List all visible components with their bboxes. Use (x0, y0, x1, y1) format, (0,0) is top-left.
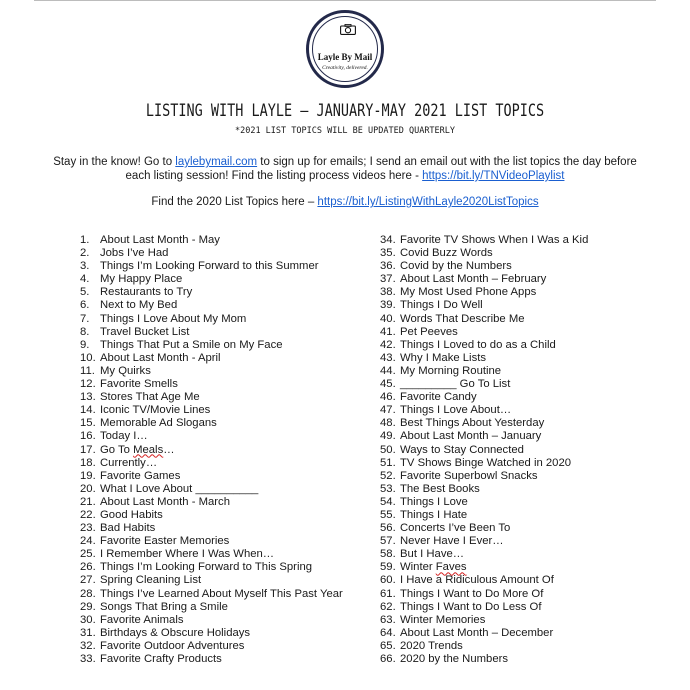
camera-icon (340, 24, 356, 35)
list-item-label: Things I Do Well (400, 299, 483, 312)
list-item (80, 653, 370, 666)
list-item (80, 444, 370, 457)
list-item-label: Jobs I’ve Had (100, 247, 169, 260)
list-item-number: 19. (80, 469, 96, 482)
list-item-number: 41. (380, 325, 396, 338)
list-item-label: About Last Month - May (100, 234, 220, 246)
list-item (380, 561, 660, 574)
list-item (80, 247, 370, 260)
list-item (380, 483, 660, 496)
list-item-label: My Most Used Phone Apps (400, 286, 537, 299)
list-item (380, 273, 660, 286)
list-item-number: 3. (80, 260, 90, 273)
list-item (380, 365, 660, 378)
list-item (380, 404, 660, 417)
spellcheck-underline: Faves (435, 561, 467, 574)
list-item (80, 509, 370, 522)
list-item-number: 5. (80, 286, 90, 299)
list-item-number: 39. (380, 299, 396, 312)
list-item-label: I Have a Ridiculous Amount Of (400, 574, 554, 587)
list-item-label: About Last Month – December (400, 626, 554, 639)
list-item-number: 52. (380, 469, 396, 482)
list-item (80, 640, 370, 653)
list-item-label: TV Shows Binge Watched in 2020 (400, 456, 572, 469)
list-item-number: 30. (80, 613, 96, 626)
list-item-label: Covid by the Numbers (400, 260, 512, 273)
list-item-label: Stores That Age Me (100, 391, 200, 404)
list-item-number: 46. (380, 391, 396, 404)
list-item-label: Favorite TV Shows When I Was a Kid (400, 234, 589, 246)
list-item (80, 457, 370, 470)
list-item-number: 13. (80, 391, 96, 404)
list-item-number: 43. (380, 351, 396, 364)
list-item-number: 15. (80, 417, 96, 430)
list-item-number: 16. (80, 430, 96, 443)
page-title: LISTING WITH LAYLE – JANUARY-MAY 2021 LIST TOPICS (145, 101, 545, 121)
list-item-number: 1. (80, 234, 90, 246)
list-item-number: 8. (80, 325, 90, 338)
list-item (80, 260, 370, 273)
list-item (380, 509, 660, 522)
list-item (80, 496, 370, 509)
list-item-number: 26. (80, 561, 96, 574)
list-item (380, 470, 660, 483)
list-item-label: About Last Month – January (400, 430, 542, 443)
list-item-number: 12. (80, 378, 96, 391)
list-item-label: Spring Cleaning List (100, 574, 202, 587)
list-item-label: Covid Buzz Words (400, 247, 493, 260)
laylebymail-link[interactable]: laylebymail.com (175, 156, 258, 168)
list-item-number: 59. (380, 561, 396, 574)
list-item-label: Things I Love (400, 495, 468, 508)
list-item-label: My Morning Routine (400, 364, 502, 377)
list-item (380, 574, 660, 587)
video-playlist-link[interactable]: https://bit.ly/TNVideoPlaylist (422, 170, 565, 182)
list-item (80, 234, 370, 247)
list-item-number: 28. (80, 587, 96, 600)
list-item-label: Never Have I Ever… (400, 535, 504, 548)
list-item (380, 496, 660, 509)
list-item-label: About Last Month - March (100, 495, 230, 508)
list-item-number: 37. (380, 273, 396, 286)
list-item (380, 391, 660, 404)
list-item-label: Things I’ve Learned About Myself This Past Year (100, 587, 343, 600)
list-item-number: 21. (80, 495, 96, 508)
list-item (380, 299, 660, 312)
list-item-label: Currently… (100, 456, 158, 469)
list-item-number: 38. (380, 286, 396, 299)
page-subtitle: *2021 LIST TOPICS WILL BE UPDATED QUARTERLY (234, 126, 456, 136)
list-item-number: 14. (80, 404, 96, 417)
list-item-label: Next to My Bed (100, 299, 178, 312)
list-item (80, 299, 370, 312)
list-item-number: 20. (80, 482, 96, 495)
list-item-number: 2. (80, 247, 90, 260)
list-item-number: 51. (380, 456, 396, 469)
list-item (80, 627, 370, 640)
topics-2020-line (0, 196, 690, 208)
list-item-number: 65. (380, 639, 396, 652)
topics-2020-text: Find the 2020 List Topics here – (151, 196, 318, 208)
list-item (80, 548, 370, 561)
list-item-label: Words That Describe Me (400, 312, 525, 325)
list-item-number: 18. (80, 456, 96, 469)
list-item-number: 11. (80, 364, 95, 377)
list-item (80, 430, 370, 443)
list-item-label: My Quirks (100, 364, 151, 377)
list-item (380, 339, 660, 352)
list-item (380, 653, 660, 666)
list-item-label: Favorite Easter Memories (100, 535, 230, 548)
list-item-number: 22. (80, 508, 96, 521)
list-item-number: 57. (380, 535, 396, 548)
list-item (80, 561, 370, 574)
list-item-number: 48. (380, 417, 396, 430)
list-item (380, 601, 660, 614)
list-item-label: Travel Bucket List (100, 325, 190, 338)
list-item (80, 614, 370, 627)
list-item-number: 24. (80, 535, 96, 548)
list-item-label: Iconic TV/Movie Lines (100, 404, 211, 417)
list-item-number: 35. (380, 247, 396, 260)
brand-logo (306, 10, 384, 88)
list-item-number: 33. (80, 653, 96, 665)
list-item-number: 42. (380, 338, 396, 351)
list-item-label: Things I Love About… (400, 404, 512, 417)
list-item (380, 588, 660, 601)
list-item-number: 55. (380, 508, 396, 521)
list-item-number: 45. (380, 378, 396, 391)
list-item-number: 53. (380, 482, 396, 495)
list-item-label: Winter Faves (400, 561, 467, 574)
topics-2020-link[interactable]: https://bit.ly/ListingWithLayle2020ListTopics (317, 196, 539, 208)
intro-text-1: Stay in the know! Go to (53, 156, 176, 168)
list-item-number: 9. (80, 338, 90, 351)
list-item-label: 2020 by the Numbers (400, 653, 509, 665)
list-item-label: Winter Memories (400, 613, 486, 626)
top-divider (34, 0, 656, 1)
list-item (380, 247, 660, 260)
list-item-label: Birthdays & Obscure Holidays (100, 626, 251, 639)
list-item (380, 326, 660, 339)
list-item (380, 444, 660, 457)
list-item (380, 548, 660, 561)
list-item-number: 36. (380, 260, 396, 273)
list-item (80, 339, 370, 352)
list-item (80, 483, 370, 496)
list-item (80, 378, 370, 391)
list-item-number: 61. (380, 587, 396, 600)
intro-text-2: to sign up for emails; I send an email out with the list topics the day before each listing session! Find the listing process videos here - (125, 156, 637, 182)
list-item-number: 31. (80, 626, 96, 639)
list-item (380, 352, 660, 365)
list-item (380, 286, 660, 299)
list-item-label: Concerts I’ve Been To (400, 522, 511, 535)
list-item (80, 535, 370, 548)
list-item-label: My Happy Place (100, 273, 183, 286)
topics-list-right (380, 234, 660, 666)
list-item-label: Things I Want to Do Less Of (400, 600, 542, 613)
list-item-number: 49. (380, 430, 396, 443)
list-item (80, 326, 370, 339)
list-item-label: _________ Go To List (400, 378, 511, 391)
list-item-label: Things I’m Looking Forward to This Spring (100, 561, 313, 574)
list-item (380, 614, 660, 627)
list-item-label: About Last Month – February (400, 273, 547, 286)
list-item (380, 313, 660, 326)
list-item (80, 522, 370, 535)
list-item-number: 23. (80, 522, 96, 535)
list-item-label: Favorite Smells (100, 378, 178, 391)
list-item-label: Best Things About Yesterday (400, 417, 545, 430)
list-item (80, 391, 370, 404)
list-item (80, 352, 370, 365)
list-item-number: 62. (380, 600, 396, 613)
list-item-label: Songs That Bring a Smile (100, 600, 228, 613)
list-item-number: 25. (80, 548, 96, 561)
list-item (380, 640, 660, 653)
list-item (380, 260, 660, 273)
list-item-label: Restaurants to Try (100, 286, 193, 299)
list-item-label: Things That Put a Smile on My Face (100, 338, 283, 351)
list-item-label: Good Habits (100, 508, 163, 521)
list-item-label: Things I Loved to do as a Child (400, 338, 556, 351)
list-item-label: The Best Books (400, 482, 480, 495)
list-item-number: 58. (380, 548, 396, 561)
list-item (380, 417, 660, 430)
list-item-number: 29. (80, 600, 96, 613)
list-item-number: 4. (80, 273, 90, 286)
list-item-number: 32. (80, 639, 96, 652)
list-item (380, 627, 660, 640)
list-item-number: 56. (380, 522, 396, 535)
list-item-number: 7. (80, 312, 90, 325)
list-item-label: Favorite Games (100, 469, 181, 482)
topics-list-left (80, 234, 370, 666)
list-item (380, 378, 660, 391)
list-item-label: Favorite Superbowl Snacks (400, 469, 538, 482)
list-item-label: Today I… (100, 430, 148, 443)
list-item-label: Favorite Outdoor Adventures (100, 639, 245, 652)
intro-paragraph (50, 155, 640, 183)
list-item-label: Ways to Stay Connected (400, 443, 524, 456)
list-item-number: 54. (380, 495, 396, 508)
list-item-number: 50. (380, 443, 396, 456)
list-item-label: What I Love About __________ (100, 482, 259, 495)
list-item-label: Things I Want to Do More Of (400, 587, 544, 600)
list-item-label: Favorite Animals (100, 613, 184, 626)
list-item-number: 6. (80, 299, 90, 312)
list-item-label: Go To Meals… (100, 443, 175, 456)
list-item (80, 417, 370, 430)
list-item-label: But I Have… (400, 548, 465, 561)
list-item-number: 63. (380, 613, 396, 626)
list-item (80, 286, 370, 299)
list-item-label: Bad Habits (100, 522, 156, 535)
list-item (380, 234, 660, 247)
list-item-label: 2020 Trends (400, 639, 463, 652)
list-item (380, 535, 660, 548)
list-item-label: I Remember Where I Was When… (100, 548, 275, 561)
list-item-number: 17. (80, 443, 96, 456)
list-item-number: 10. (80, 351, 96, 364)
list-item (80, 365, 370, 378)
list-item (80, 470, 370, 483)
list-item-number: 47. (380, 404, 396, 417)
list-item-label: Why I Make Lists (400, 351, 487, 364)
list-item-label: Things I Hate (400, 508, 468, 521)
list-item-label: Memorable Ad Slogans (100, 417, 217, 430)
list-item-number: 34. (380, 234, 396, 246)
list-item (80, 601, 370, 614)
list-item-label: Things I Love About My Mom (100, 312, 247, 325)
list-item-number: 64. (380, 626, 396, 639)
list-item (380, 430, 660, 443)
list-item (80, 273, 370, 286)
logo-tagline: Creativity, delivered. (322, 65, 368, 71)
list-item (80, 588, 370, 601)
logo-name: Layle By Mail (317, 52, 373, 62)
list-item-number: 66. (380, 653, 396, 665)
list-item (80, 404, 370, 417)
list-item (380, 457, 660, 470)
list-item (380, 522, 660, 535)
list-item-label: Favorite Crafty Products (100, 653, 222, 665)
list-item-number: 44. (380, 364, 396, 377)
list-item-number: 40. (380, 312, 396, 325)
spellcheck-underline: Meals (133, 443, 164, 456)
list-item (80, 313, 370, 326)
list-item-label: Things I’m Looking Forward to this Summer (100, 260, 319, 273)
list-item-label: About Last Month - April (100, 351, 221, 364)
list-item-label: Pet Peeves (400, 325, 458, 338)
list-item-number: 27. (80, 574, 96, 587)
list-item (80, 574, 370, 587)
list-item-number: 60. (380, 574, 396, 587)
list-item-label: Favorite Candy (400, 391, 477, 404)
